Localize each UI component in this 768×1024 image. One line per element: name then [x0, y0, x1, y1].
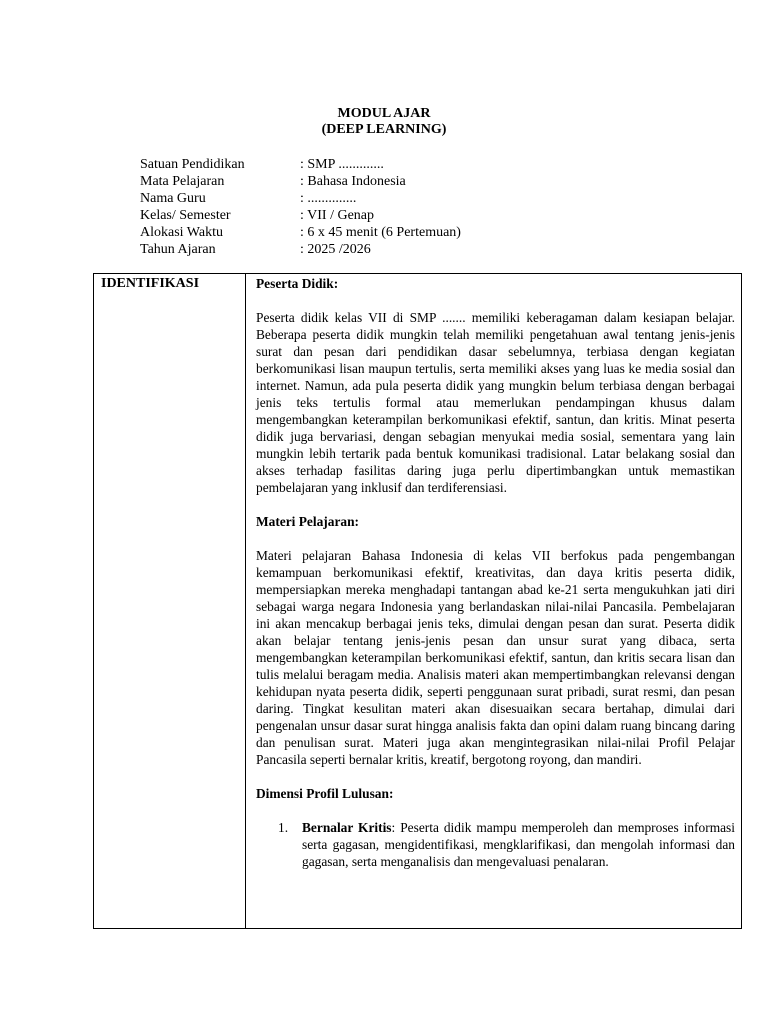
dimensi-heading: Dimensi Profil Lulusan:: [256, 786, 394, 801]
info-value: : 6 x 45 menit (6 Pertemuan): [300, 225, 461, 240]
info-row-tahun: [140, 241, 461, 258]
column-divider: [245, 274, 246, 928]
section-label: IDENTIFIKASI: [101, 276, 200, 291]
info-value: : VII / Genap: [300, 208, 374, 223]
info-label: Mata Pelajaran: [140, 174, 225, 189]
materi-heading: Materi Pelajaran:: [256, 514, 359, 529]
info-value: : SMP .............: [300, 157, 384, 172]
info-label: Kelas/ Semester: [140, 208, 231, 223]
info-label: Alokasi Waktu: [140, 225, 223, 240]
identity-info: [140, 156, 461, 258]
list-text: : Peserta didik mampu memperoleh dan memproses informasi serta gagasan, mengidentifikasi, mengklarifikasi, dan mengolah informasi dan gagasan, serta menganalisis dan mengevaluasi penalaran.: [302, 820, 735, 869]
materi-paragraph: Materi pelajaran Bahasa Indonesia di kelas VII berfokus pada pengembangan kemampuan berkomunikasi efektif, kreativitas, dan daya kritis peserta didik, mempersiapkan mereka menghadapi tantangan abad ke-21 serta mengukuhkan jati diri sebagai warga negara Indonesia yang berlandaskan nilai-nilai Pancasila. Pembelajaran ini akan mencakup berbagai jenis teks, dimulai dengan pesan dan surat. Peserta didik akan belajar tentang jenis-jenis pesan dan unsur surat yang dibaca, serta mengembangkan keterampilan berkomunikasi efektif, santun, dan kritis secara lisan dan tulis melalui beragam media. Analisis materi akan mempertimbangkan relevansi dengan kehidupan nyata peserta didik, seperti penggunaan surat pribadi, surat resmi, dan pesan daring. Tingkat kesulitan materi akan disesuaikan secara bertahap, dimulai dari pengenalan unsur dasar surat hingga analisis fakta dan opini dalam ruang bincang daring dan penulisan surat. Materi juga akan mengintegrasikan nilai-nilai Profil Pelajar Pancasila seperti bernalar kritis, kreatif, bergotong royong, dan mandiri.: [256, 548, 735, 767]
section-content: [256, 275, 735, 870]
peserta-paragraph: Peserta didik kelas VII di SMP ....... memiliki keberagaman dalam kesiapan belajar. Beberapa peserta didik mungkin telah memiliki pengetahuan awal tentang jenis-jenis surat dan pesan dari pendidikan dasar sebelumnya, terbiasa dengan kegiatan berkomunikasi lisan maupun tertulis, serta memiliki akses yang luas ke media sosial dan internet. Namun, ada pula peserta didik yang mungkin belum terbiasa dengan berbagai jenis teks tertulis formal atau memerlukan pendampingan khusus dalam mengembangkan keterampilan berkomunikasi efektif, santun, dan kritis. Minat peserta didik juga bervariasi, dengan sebagian menyukai media sosial, sementara yang lain mungkin lebih tertarik pada bentuk komunikasi tradisional. Latar belakang sosial dan akses terhadap fasilitas daring juga perlu dipertimbangkan untuk memastikan pembelajaran yang inklusif dan terdiferensiasi.: [256, 310, 735, 495]
info-label: Satuan Pendidikan: [140, 157, 245, 172]
info-row-alokasi: [140, 224, 461, 241]
document-title: MODUL AJAR: [337, 106, 431, 121]
peserta-heading: Peserta Didik:: [256, 276, 339, 291]
list-term: Bernalar Kritis: [302, 820, 392, 835]
info-row-mapel: [140, 173, 461, 190]
info-row-kelas: [140, 207, 461, 224]
info-value: : ..............: [300, 191, 357, 206]
info-label: Nama Guru: [140, 191, 206, 206]
info-row-guru: [140, 190, 461, 207]
list-number: 1.: [278, 820, 289, 835]
info-value: : 2025 /2026: [300, 242, 371, 257]
identifikasi-table: [93, 273, 742, 929]
list-item: [256, 819, 735, 870]
info-value: : Bahasa Indonesia: [300, 174, 406, 189]
document-subtitle: (DEEP LEARNING): [321, 122, 447, 137]
info-row-satuan: [140, 156, 461, 173]
info-label: Tahun Ajaran: [140, 242, 216, 257]
